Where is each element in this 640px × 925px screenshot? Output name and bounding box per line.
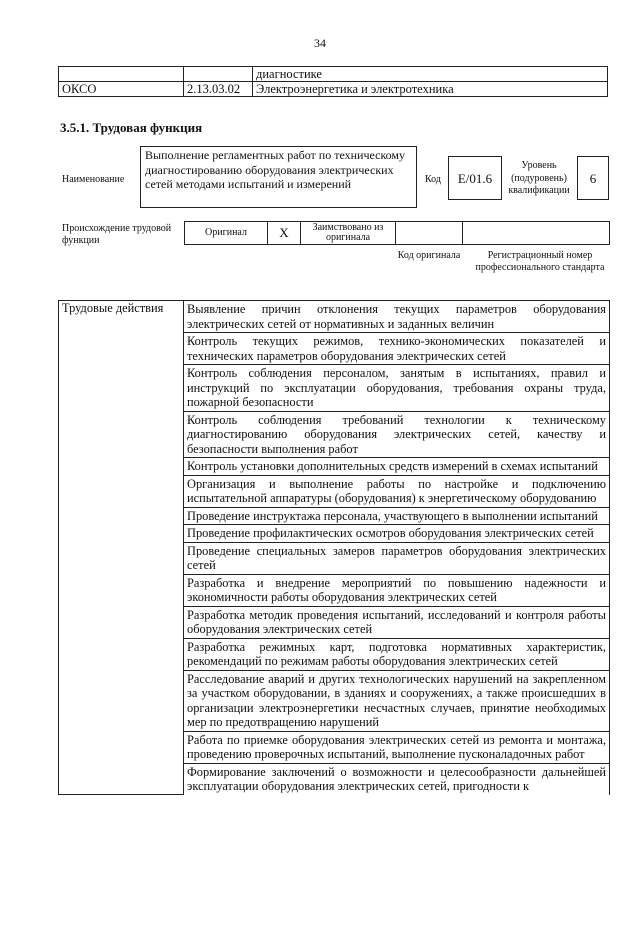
origin-label: Происхождение трудовой функции [62, 223, 172, 246]
function-code: E/01.6 [448, 156, 502, 200]
table-row [59, 301, 610, 333]
okso-code: 2.13.03.02 [184, 82, 253, 97]
labor-action: Разработка методик проведения испытаний, исследований и контроля работы оборудования электрических сетей [184, 606, 610, 638]
okso-cell: диагностике [253, 67, 608, 82]
reg-number-cell [463, 222, 610, 245]
labor-action: Проведение специальных замеров параметров оборудования электрических сетей [184, 542, 610, 574]
labor-action: Контроль установки дополнительных средств измерений в схемах испытаний [184, 458, 610, 476]
labor-action: Выявление причин отклонения текущих параметров оборудования электрических сетей от нормативных и заданных величин [184, 301, 610, 333]
labor-actions-table [58, 300, 610, 795]
name-label: Наименование [62, 174, 125, 185]
table-row [59, 82, 608, 97]
reg-number-label: Регистрационный номер профессионального стандарта [475, 250, 605, 273]
code-original-label: Код оригинала [397, 250, 461, 261]
origin-table [184, 221, 610, 245]
okso-cell [59, 67, 184, 82]
labor-action: Контроль соблюдения персоналом, занятым в испытаниях, правил и инструкций по эксплуатации оборудования, требования охраны труда, пожарной безопасности [184, 365, 610, 412]
table-row [59, 67, 608, 82]
code-original-cell [396, 222, 463, 245]
labor-action: Формирование заключений о возможности и целесообразности дальнейшей эксплуатации оборудования электрических сетей, пригодности к [184, 763, 610, 795]
original-mark: X [268, 222, 301, 245]
section-title: 3.5.1. Трудовая функция [60, 120, 203, 135]
labor-action: Проведение инструктажа персонала, участвующего в выполнении испытаний [184, 507, 610, 525]
original-label: Оригинал [185, 222, 268, 245]
level-label: Уровень (подуровень) квалификации [508, 160, 570, 196]
borrowed-label: Заимствовано из оригинала [301, 222, 396, 245]
qualification-level: 6 [577, 156, 609, 200]
labor-action: Разработка и внедрение мероприятий по повышению надежности и экономичности работы оборудования электрических сетей [184, 574, 610, 606]
table-row [185, 222, 610, 245]
okso-label: ОКСО [59, 82, 184, 97]
labor-action: Проведение профилактических осмотров оборудования электрических сетей [184, 525, 610, 543]
labor-action: Работа по приемке оборудования электрических сетей из ремонта и монтажа, проведению проверочных испытаний, выполнение пусконаладочных работ [184, 731, 610, 763]
page-number: 34 [314, 36, 326, 50]
labor-action: Организация и выполнение работы по настройке и подключению испытательной аппаратуры (оборудования) к энергетическому оборудованию [184, 475, 610, 507]
labor-action: Контроль текущих режимов, технико-экономических показателей и технических параметров оборудования электрических сетей [184, 333, 610, 365]
okso-table [58, 66, 608, 97]
okso-cell [184, 67, 253, 82]
labor-action: Разработка режимных карт, подготовка нормативных характеристик, рекомендаций по режимам работы оборудования электрических сетей [184, 638, 610, 670]
code-label: Код [425, 174, 441, 185]
labor-action: Контроль соблюдения требований технологии к техническому диагностированию оборудования электрических сетей, качеству и безопасности выполнения работ [184, 411, 610, 458]
labor-actions-header: Трудовые действия [59, 301, 184, 795]
labor-action: Расследование аварий и других технологических нарушений на закрепленном за участком оборудовании, в зданиях и сооружениях, а также происшедших в организации электроэнергетики несчастных случаев, принятие необходимых мер по предотвращению нарушений [184, 670, 610, 731]
function-name: Выполнение регламентных работ по техническому диагностированию оборудования электрических сетей методами испытаний и измерений [140, 146, 417, 208]
okso-title: Электроэнергетика и электротехника [253, 82, 608, 97]
